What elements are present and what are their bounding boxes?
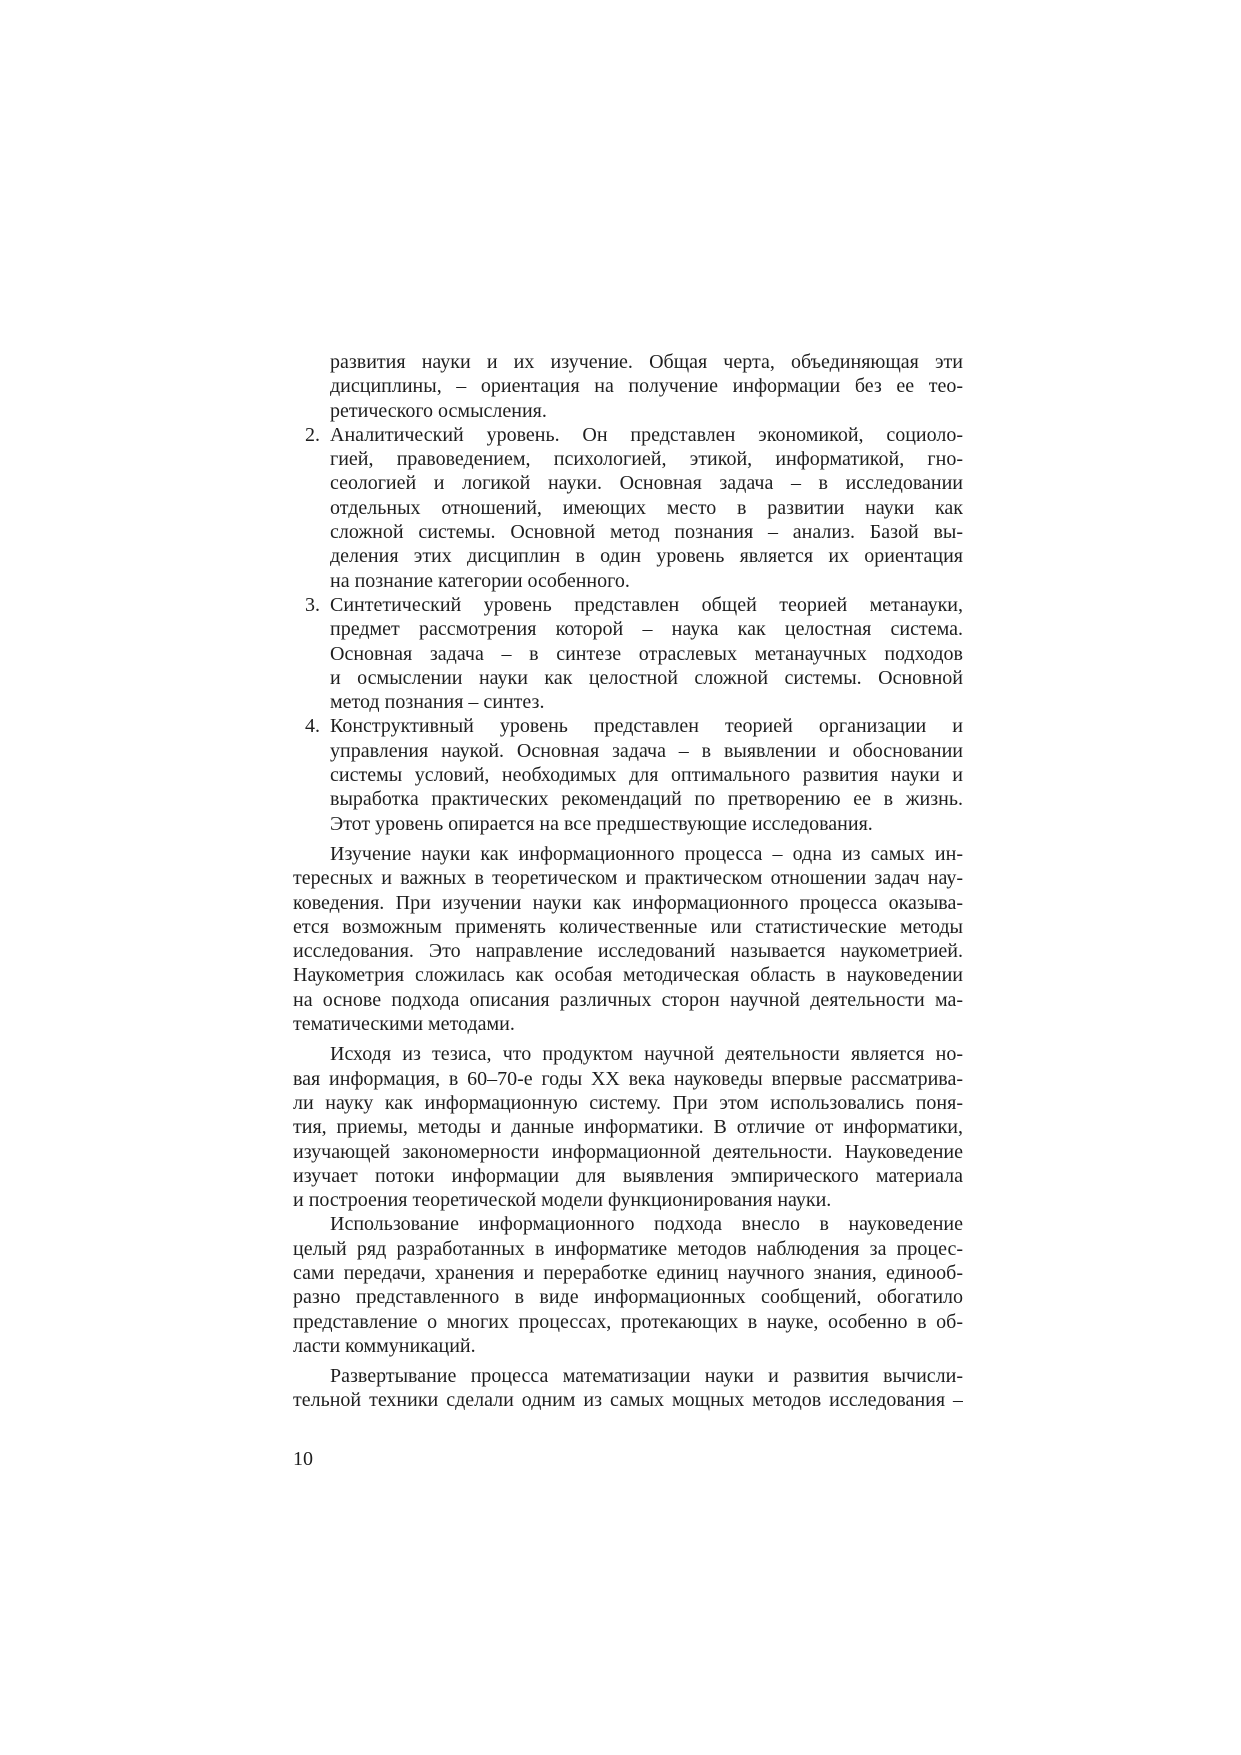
text-line: ли науку как информационную систему. При этом использовались поня-	[293, 1091, 963, 1114]
text-line: Изучение науки как информационного процесса – одна из самых ин-	[330, 842, 963, 865]
text-line: системы условий, необходимых для оптимального развития науки и	[330, 764, 963, 787]
list-item-continuation	[293, 350, 963, 423]
text-line: Развертывание процесса математизации науки и развития вычисли-	[330, 1365, 963, 1388]
text-line: сами передачи, хранения и переработке единиц научного знания, единооб-	[293, 1261, 963, 1284]
text-line: управления наукой. Основная задача – в выявлении и обосновании	[330, 739, 963, 762]
text-line: отдельных отношений, имеющих место в развитии науки как	[330, 496, 963, 519]
text-line: дисциплины, – ориентация на получение информации без ее тео-	[330, 375, 963, 398]
text-line: изучает потоки информации для выявления эмпирического материала	[293, 1164, 963, 1187]
text-line: развития науки и их изучение. Общая черта, объединяющая эти	[330, 351, 963, 373]
text-line: Исходя из тезиса, что продуктом научной деятельности является но-	[330, 1043, 963, 1066]
text-line: тия, приемы, методы и данные информатики. В отличие от информатики,	[293, 1116, 963, 1139]
text-line: выработка практических рекомендаций по претворению ее в жизнь.	[330, 788, 963, 811]
text-line: тельной техники сделали одним из самых мощных методов исследования –	[293, 1389, 963, 1412]
text-line: разно представленного в виде информационных сообщений, обогатило	[293, 1286, 963, 1309]
text-line: вая информация, в 60–70-е годы XX века науковеды впервые рассматрива-	[293, 1067, 963, 1090]
text-line: Конструктивный уровень представлен теорией организации и	[330, 715, 963, 738]
text-line: метод познания – синтез.	[330, 691, 545, 714]
paragraph	[293, 1212, 963, 1358]
text-line: и построения теоретической модели функционирования науки.	[293, 1189, 832, 1212]
text-line: предмет рассмотрения которой – наука как целостная система.	[330, 618, 963, 641]
text-line: Наукометрия сложилась как особая методическая область в науковедении	[293, 964, 963, 987]
list-number: 2.	[305, 423, 320, 446]
text-line: коведения. При изучении науки как информационного процесса оказыва-	[293, 891, 963, 914]
text-line: деления этих дисциплин в один уровень является их ориентация	[330, 545, 963, 568]
text-line: гией, правоведением, психологией, этикой, информатикой, гно-	[330, 448, 963, 471]
text-line: ретического осмысления.	[330, 399, 547, 422]
text-line: Использование информационного подхода внесло в науковедение	[330, 1213, 963, 1236]
text-line: Аналитический уровень. Он представлен экономикой, социоло-	[330, 423, 963, 446]
list-number: 3.	[305, 593, 320, 616]
text-line: и осмыслении науки как целостной сложной системы. Основной	[330, 666, 963, 689]
paragraph	[293, 1042, 963, 1212]
text-line: Этот уровень опирается на все предшествующие исследования.	[330, 812, 873, 835]
page-number: 10	[293, 1448, 313, 1470]
text-line: сложной системы. Основной метод познания – анализ. Базой вы-	[330, 521, 963, 544]
text-line: Синтетический уровень представлен общей теорией метанауки,	[330, 593, 963, 616]
body-text	[293, 350, 963, 1413]
paragraph	[293, 1364, 963, 1413]
list-item	[293, 593, 963, 714]
text-line: тересных и важных в теоретическом и практическом отношении задач нау-	[293, 867, 963, 890]
list-item	[293, 423, 963, 593]
paragraph	[293, 842, 963, 1036]
text-line: на основе подхода описания различных сторон научной деятельности ма-	[293, 988, 963, 1011]
text-line: ется возможным применять количественные или статистические методы	[293, 915, 963, 938]
text-line: сеологией и логикой науки. Основная задача – в исследовании	[330, 472, 963, 495]
text-line: изучающей закономерности информационной деятельности. Науковедение	[293, 1140, 963, 1163]
list-item	[293, 714, 963, 835]
text-line: ласти коммуникаций.	[293, 1334, 476, 1357]
text-line: тематическими методами.	[293, 1013, 515, 1036]
text-line: целый ряд разработанных в информатике методов наблюдения за процес-	[293, 1237, 963, 1260]
text-line: представление о многих процессах, протекающих в науке, особенно в об-	[293, 1310, 963, 1333]
text-line: Основная задача – в синтезе отраслевых метанаучных подходов	[330, 642, 963, 665]
text-line: на познание категории особенного.	[330, 569, 630, 592]
list-number: 4.	[305, 715, 320, 738]
text-line: исследования. Это направление исследований называется наукометрией.	[293, 940, 963, 963]
